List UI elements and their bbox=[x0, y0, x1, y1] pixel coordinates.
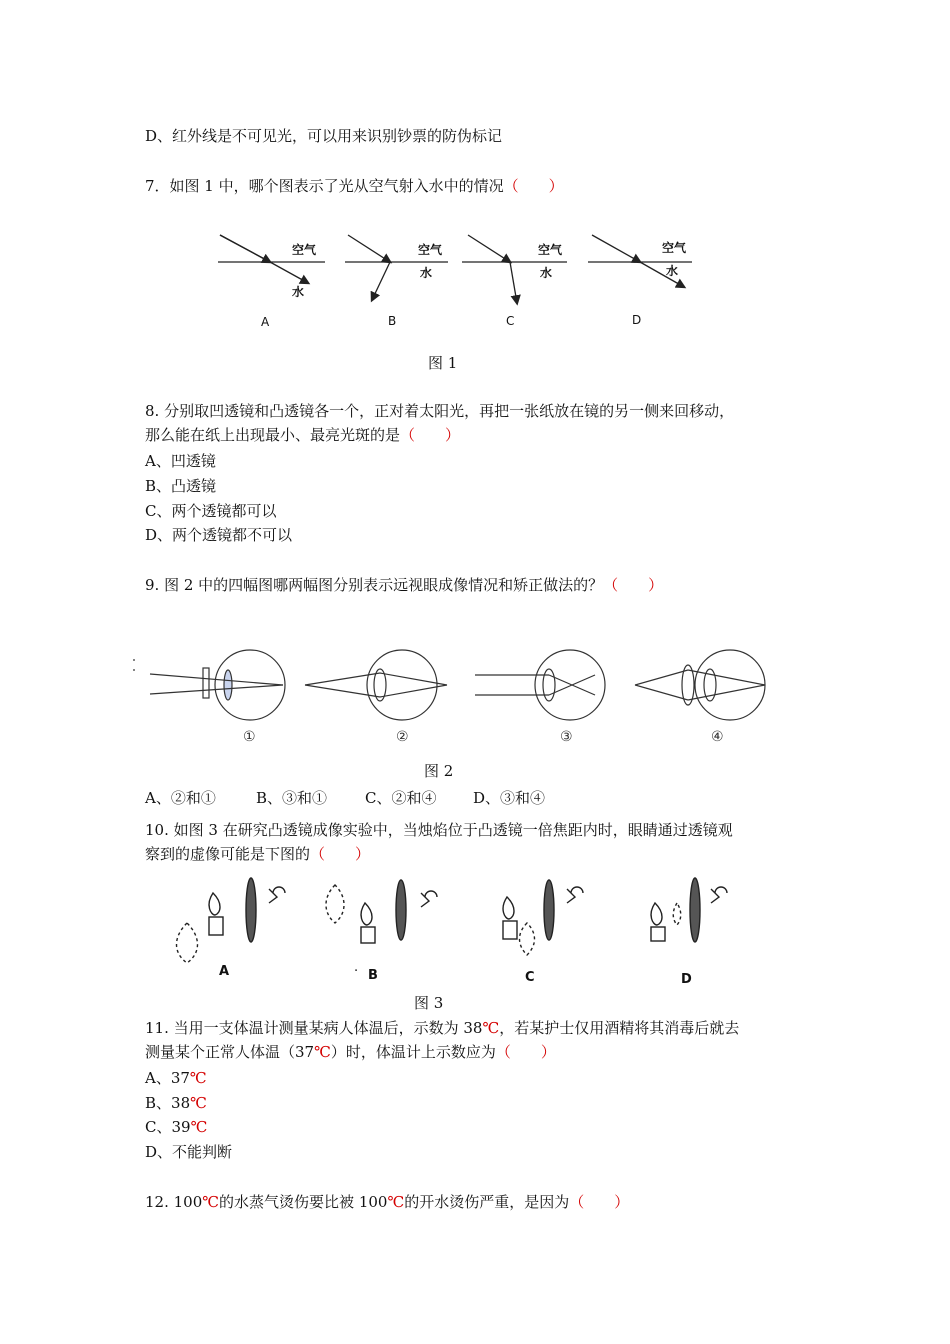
figure-2-label-4: ④ bbox=[711, 729, 724, 745]
q12-text-b: 的水蒸气烫伤要比被 100 bbox=[219, 1193, 388, 1211]
q12-text-c: 的开水烫伤严重，是因为 bbox=[404, 1193, 570, 1211]
figure-1-label-b: B bbox=[388, 314, 397, 328]
figure-1-label-c: C bbox=[506, 314, 515, 328]
figure-3-diagram-d bbox=[651, 878, 727, 942]
figure-3-label-d: D bbox=[681, 972, 692, 987]
q10-line-2 bbox=[145, 843, 370, 865]
q11-line-2 bbox=[145, 1041, 556, 1063]
figure-2-label-1: ① bbox=[243, 729, 256, 745]
q11-line-2-text-a: 测量某个正常人体温（37 bbox=[145, 1043, 315, 1061]
q7-stem bbox=[145, 175, 564, 197]
figure-3-diagram-c bbox=[503, 880, 583, 955]
q8-option-d: D、两个透镜都不可以 bbox=[145, 526, 293, 544]
figure-3-label-c: C bbox=[525, 970, 535, 985]
figure-2-eye-3 bbox=[475, 650, 605, 720]
q8-line-1: 8. 分别取凹透镜和凸透镜各一个，正对着太阳光，再把一张纸放在镜的另一侧来回移动， bbox=[145, 402, 735, 420]
q10-answer-paren: （ ） bbox=[310, 845, 371, 863]
q12-stem bbox=[145, 1191, 629, 1213]
q10-line-1: 10. 如图 3 在研究凸透镜成像实验中，当烛焰位于凸透镜一倍焦距内时，眼睛通过透镜观 bbox=[145, 821, 733, 839]
figure-1-c-air: 空气 bbox=[538, 243, 563, 257]
figure-2-eye-4 bbox=[635, 650, 765, 720]
q9-stem-text: 9. 图 2 中的四幅图哪两幅图分别表示远视眼成像情况和矫正做法的？ bbox=[145, 576, 604, 594]
q11-option-a bbox=[145, 1067, 207, 1089]
figure-3-dot: · bbox=[354, 964, 359, 979]
q7-stem-text: 7．如图 1 中，哪个图表示了光从空气射入水中的情况 bbox=[145, 177, 504, 195]
figure-3-diagram-a bbox=[177, 878, 286, 963]
figure-3-candles bbox=[165, 875, 745, 990]
figure-2-label-3: ③ bbox=[560, 729, 573, 745]
figure-1-b-water: 水 bbox=[420, 266, 433, 280]
q11-line-1-text-b: ，若某护士仅用酒精将其消毒后就去 bbox=[499, 1019, 740, 1037]
q9-option-a: A、②和① bbox=[145, 789, 216, 807]
figure-3-label-a: A bbox=[219, 964, 230, 979]
q11-option-d: D、不能判断 bbox=[145, 1143, 233, 1161]
figure-1-label-a: A bbox=[261, 315, 270, 329]
q12-answer-paren: （ ） bbox=[569, 1193, 630, 1211]
figure-1-d-air: 空气 bbox=[662, 241, 687, 255]
q11-option-c-unit: ℃ bbox=[190, 1118, 208, 1136]
q7-answer-paren: （ ） bbox=[503, 177, 564, 195]
q11-line-1 bbox=[145, 1017, 739, 1039]
q12-text-a: 12. 100 bbox=[145, 1193, 203, 1211]
q11-option-c bbox=[145, 1116, 207, 1138]
figure-3-diagram-b bbox=[326, 880, 437, 943]
q11-line-1-degree: ℃ bbox=[482, 1019, 500, 1037]
figure-1-label-d: D bbox=[632, 313, 642, 327]
figure-1-a-air: 空气 bbox=[292, 243, 317, 257]
q11-option-a-text: A、37 bbox=[145, 1069, 190, 1087]
q8-line-2-text: 那么能在纸上出现最小、最亮光斑的是 bbox=[145, 426, 401, 444]
q9-stem bbox=[145, 574, 663, 596]
q11-answer-paren: （ ） bbox=[495, 1043, 556, 1061]
figure-1-b-air: 空气 bbox=[418, 243, 443, 257]
q9-option-d: D、③和④ bbox=[473, 789, 546, 807]
q12-degree-2: ℃ bbox=[387, 1193, 405, 1211]
figure-1-caption: 图 1 bbox=[428, 354, 458, 372]
figure-3-caption: 图 3 bbox=[414, 994, 444, 1012]
q11-line-2-text-b: ）时，体温计上示数应为 bbox=[330, 1043, 496, 1061]
figure-1-d-water: 水 bbox=[666, 264, 679, 278]
figure-2-caption: 图 2 bbox=[424, 762, 454, 780]
q12-degree-1: ℃ bbox=[202, 1193, 220, 1211]
q11-option-b-text: B、38 bbox=[145, 1094, 191, 1112]
q10-line-2-text: 察到的虚像可能是下图的 bbox=[145, 845, 311, 863]
q11-option-b-unit: ℃ bbox=[190, 1094, 207, 1112]
q11-option-c-text: C、39 bbox=[145, 1118, 191, 1136]
figure-2-eyes bbox=[125, 640, 785, 755]
figure-2-eye-2 bbox=[305, 650, 447, 720]
figure-2-eye-1 bbox=[150, 650, 285, 720]
q8-option-b: B、凸透镜 bbox=[145, 477, 217, 495]
q8-line-2 bbox=[145, 424, 460, 446]
q9-option-b: B、③和① bbox=[256, 789, 328, 807]
q11-option-b bbox=[145, 1092, 207, 1114]
figure-1-refraction bbox=[200, 225, 700, 335]
figure-1-c-water: 水 bbox=[540, 266, 553, 280]
figure-2-label-2: ② bbox=[396, 729, 409, 745]
q6-option-d: D、红外线是不可见光，可以用来识别钞票的防伪标记 bbox=[145, 127, 503, 145]
q11-line-1-text-a: 11. 当用一支体温计测量某病人体温后，示数为 38 bbox=[145, 1019, 483, 1037]
q8-answer-paren: （ ） bbox=[400, 426, 461, 444]
q9-answer-paren: （ ） bbox=[603, 576, 664, 594]
q11-line-2-degree: ℃ bbox=[314, 1043, 331, 1061]
q9-option-c: C、②和④ bbox=[365, 789, 437, 807]
figure-1-a-water: 水 bbox=[292, 285, 305, 299]
q8-option-c: C、两个透镜都可以 bbox=[145, 502, 277, 520]
figure-3-label-b: B bbox=[368, 968, 378, 983]
q8-option-a: A、凹透镜 bbox=[145, 452, 216, 470]
q11-option-a-unit: ℃ bbox=[189, 1069, 207, 1087]
